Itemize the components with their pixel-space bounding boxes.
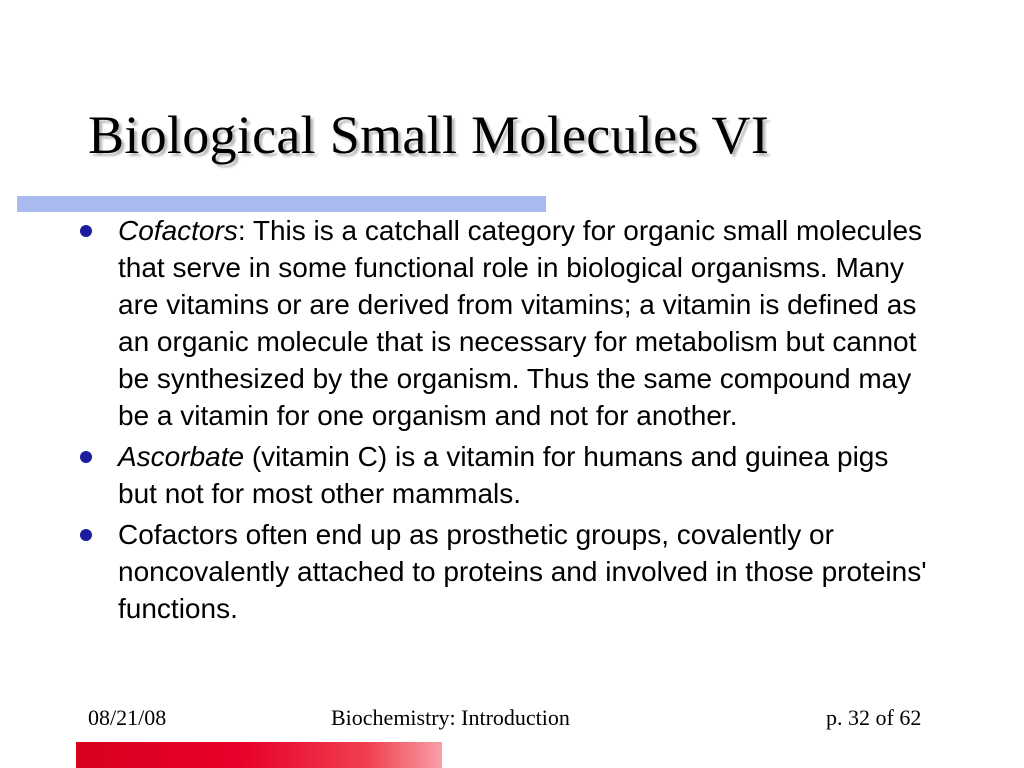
- bullet-text: Cofactors often end up as prosthetic groups, covalently or noncovalently attached to proteins and involved in those proteins' functions.: [118, 519, 927, 624]
- bullet-list: [74, 212, 934, 631]
- bullet-dot-icon: [80, 451, 92, 463]
- footer-page-number: p. 32 of 62: [826, 705, 922, 730]
- bullet-item-prosthetic-groups: [74, 516, 934, 627]
- bullet-item-ascorbate: [74, 438, 934, 512]
- bullet-text: (vitamin C) is a vitamin for humans and guinea pigs but not for most other mammals.: [118, 441, 889, 509]
- slide-title: Biological Small Molecules VI: [88, 105, 770, 165]
- bullet-text: : This is a catchall category for organic small molecules that serve in some functional role in biological organisms. Many are vitamins or are derived from vitamins; a vitamin is defined as an organic molecule that is necessary for metabolism but cannot be synthesized by the organism. Thus the same compound may be a vitamin for one organism and not for another.: [118, 215, 923, 431]
- footer-date: 08/21/08: [88, 705, 167, 730]
- bullet-term: Cofactors: [118, 215, 238, 246]
- bullet-item-cofactors: [74, 212, 934, 434]
- bullet-term: Ascorbate: [118, 441, 245, 472]
- title-underline-bar: [17, 196, 546, 212]
- footer-course-title: Biochemistry: Introduction: [331, 705, 570, 730]
- bullet-dot-icon: [80, 225, 92, 237]
- footer-accent-bar: [76, 742, 442, 768]
- bullet-dot-icon: [80, 529, 92, 541]
